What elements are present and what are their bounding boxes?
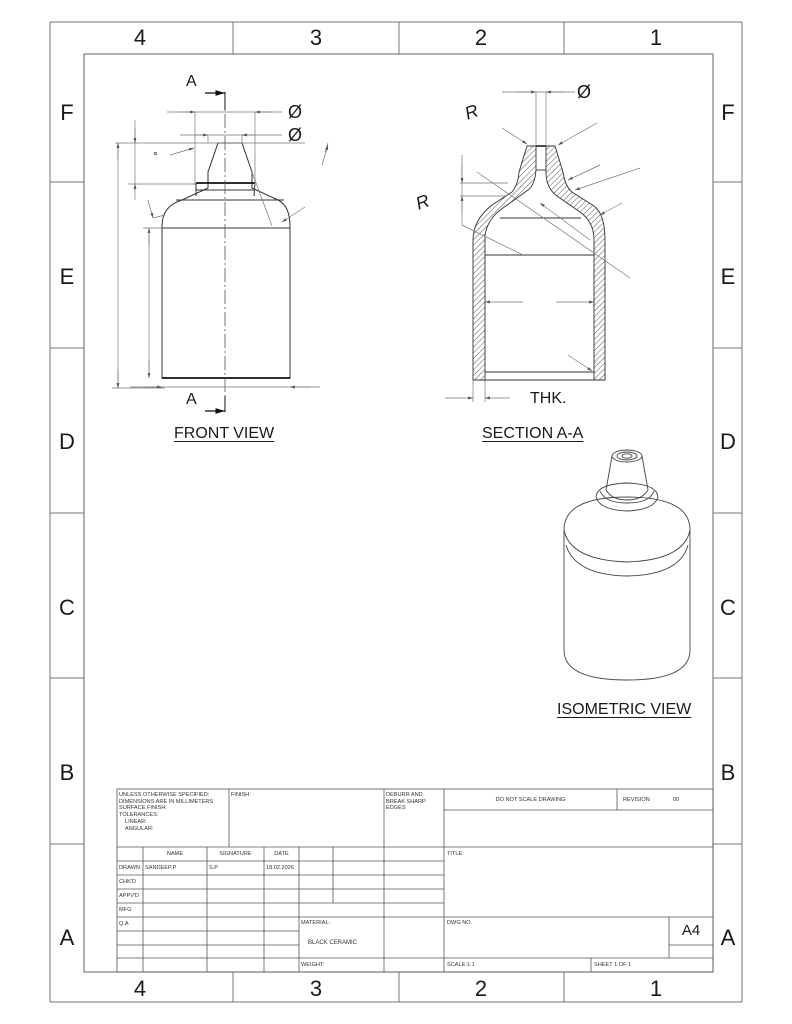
zone-column-4-top: 4 [133,25,147,50]
front-diameter-outer-label: Ø [288,102,303,122]
zone-row-b-left: B [59,760,75,785]
paper-size: A4 [681,922,701,939]
title-label: TITLE: [447,851,464,857]
zone-column-2-top: 2 [474,25,488,50]
revision-label: REVISION [623,797,650,803]
zone-column-3-bottom: 3 [309,976,323,1001]
column-header-signature: SIGNATURE [219,851,252,857]
material-label: MATERIAL: [301,920,331,926]
revision-value: 00 [673,797,680,803]
notes-line-5: LINEAR: [125,818,147,825]
row-approved-role: APPV'D [119,893,140,899]
notes-line-1: UNLESS OTHERWISE SPECIFIED: [119,792,210,798]
zone-row-f-left: F [60,100,74,125]
deburr-line-3: EDGES [386,805,406,812]
zone-row-a-left: A [59,925,75,950]
finish-label: FINISH: [231,792,251,798]
column-header-date: DATE [274,851,289,857]
notes-line-6: ANGULAR: [125,825,154,832]
row-mfg-role: MFG [119,907,132,913]
zone-row-d-right: D [720,429,736,454]
row-qa-role: Q.A [119,921,129,927]
section-view-drawing [473,146,605,380]
zone-column-3-top: 3 [309,25,323,50]
section-radius-top-label: R [461,100,482,124]
zone-column-1-bottom: 1 [649,976,663,1001]
front-diameter-inner-label: Ø [288,125,303,145]
front-view-drawing [162,92,290,412]
isometric-view-drawing [564,450,690,680]
zone-row-c-right: C [720,595,736,620]
zone-row-c-left: C [59,595,75,620]
zone-row-e-right: E [720,264,736,289]
deburr-text [386,792,426,812]
section-thickness-label: THK. [530,390,567,407]
front-view-title: FRONT VIEW [174,425,275,442]
front-view-dimensions [112,112,328,388]
section-view-title: SECTION A-A [482,425,584,442]
zone-row-d-left: D [59,429,75,454]
front-angle-label: ° [153,149,158,163]
material-value: BLACK CERAMIC [308,940,358,946]
row-drawn-date: 18.02.2026 [266,865,294,871]
notes-text [119,792,213,832]
row-drawn-name: SANDEEP.P [145,865,177,871]
notes-line-4: TOLERANCES: [119,812,159,819]
section-marker-bottom: A [186,391,197,408]
zone-row-f-right: F [721,100,735,125]
zone-column-2-bottom: 2 [474,976,488,1001]
zone-row-e-left: E [59,264,75,289]
scale-label: SCALE:1:1 [447,962,475,968]
row-drawn-role: DRAWN [119,865,140,871]
notes-line-2: DIMENSIONS ARE IN MILLIMETERS [119,798,214,805]
zone-row-a-right: A [720,925,736,950]
deburr-line-1: DEBURR AND [386,792,423,798]
weight-label: WEIGHT: [301,962,325,968]
zone-row-b-right: B [720,760,736,785]
row-drawn-signature: S.P [209,865,219,871]
do-not-scale-note: DO NOT SCALE DRAWING [495,797,566,803]
column-header-name: NAME [166,851,184,857]
dwg-no-label: DWG NO. [447,920,473,926]
row-checked-role: CHK'D [119,879,136,885]
isometric-view-title: ISOMETRIC VIEW [557,701,692,718]
section-radius-mid-label: R [412,190,433,214]
section-diameter-label: Ø [577,82,592,102]
sheet-count: SHEET 1 OF 1 [594,962,632,968]
section-marker-top: A [186,73,197,90]
zone-column-1-top: 1 [649,25,663,50]
notes-line-3: SURFACE FINISH: [119,805,167,812]
zone-column-4-bottom: 4 [133,976,147,1001]
deburr-line-2: BREAK SHARP [386,798,426,805]
